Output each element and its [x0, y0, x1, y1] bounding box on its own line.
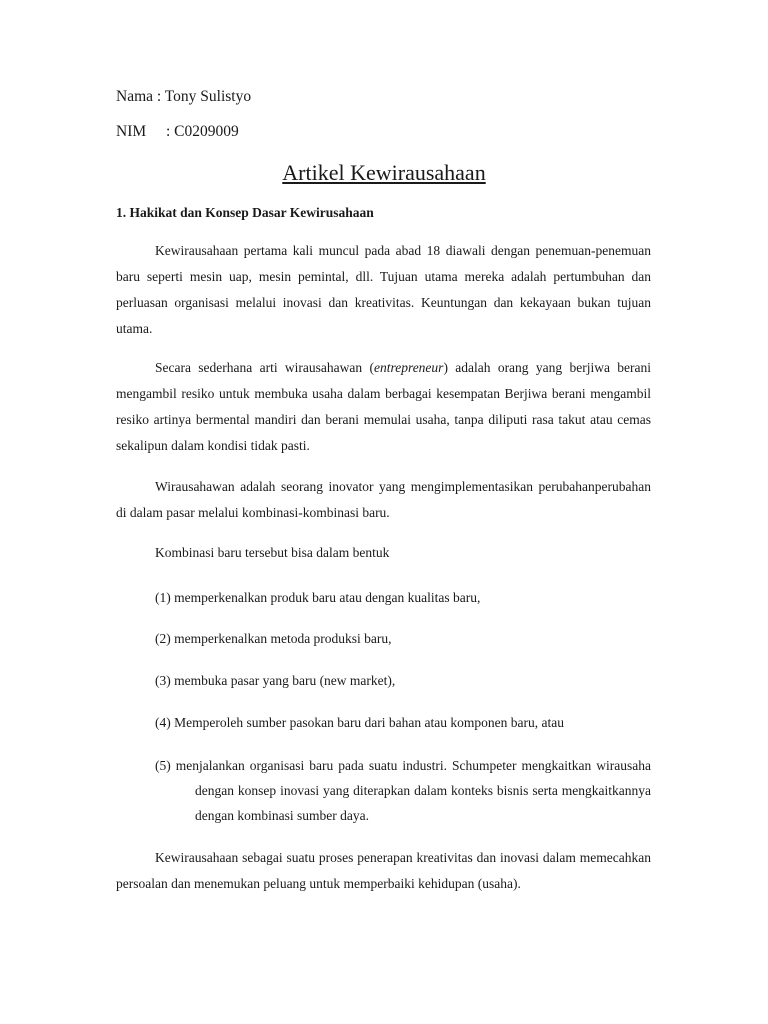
paragraph-5: Kewirausahaan sebagai suatu proses penerapan kreativitas dan inovasi dalam memecahkan persoalan dan menemukan peluang untuk memperbaiki kehidupan (usaha).: [116, 850, 651, 891]
section-heading: 1. Hakikat dan Konsep Dasar Kewirusahaan: [116, 205, 374, 220]
paragraph-4: Kombinasi baru tersebut bisa dalam bentuk: [155, 545, 390, 560]
paragraph-2: [116, 355, 651, 459]
student-id-value: : C0209009: [166, 123, 239, 140]
article-title: Artikel Kewirausahaan: [282, 160, 486, 185]
list-item: (3) membuka pasar yang baru (new market),: [155, 673, 396, 688]
student-id-label: NIM: [116, 123, 147, 140]
paragraph-2-emphasis: entrepreneur: [373, 360, 444, 375]
list-item: (4) Memperoleh sumber pasokan baru dari bahan atau komponen baru, atau: [155, 715, 564, 730]
paragraph-3: Wirausahawan adalah seorang inovator yang mengimplementasikan perubahanperubahan di dalam pasar melalui kombinasi-kombinasi baru.: [116, 479, 651, 520]
list-item: (5) menjalankan organisasi baru pada suatu industri. Schumpeter mengkaitkan wirausaha dengan konsep inovasi yang diterapkan dalam konteks bisnis serta mengkaitkannya dengan kombinasi sumber daya.: [155, 758, 651, 823]
paragraph-2-text-a: Secara sederhana arti wirausahawan (: [155, 360, 374, 375]
paragraph-2-text-b: ) adalah orang yang berjiwa berani mengambil resiko untuk membuka usaha dalam berbagai kesempatan Berjiwa berani mengambil resiko artinya bermental mandiri dan berani memulai usaha, tanpa diliputi rasa takut atau cemas sekalipun dalam kondisi tidak pasti.: [116, 360, 651, 453]
list-item: (2) memperkenalkan metoda produksi baru,: [155, 631, 392, 646]
author-name: Nama : Tony Sulistyo: [116, 88, 252, 105]
paragraph-1: Kewirausahaan pertama kali muncul pada abad 18 diawali dengan penemuan-penemuan baru seperti mesin uap, mesin pemintal, dll. Tujuan utama mereka adalah pertumbuhan dan perluasan organisasi melalui inovasi dan kreativitas. Keuntungan dan kekayaan bukan tujuan utama.: [116, 243, 651, 336]
list-item: (1) memperkenalkan produk baru atau dengan kualitas baru,: [155, 590, 481, 605]
